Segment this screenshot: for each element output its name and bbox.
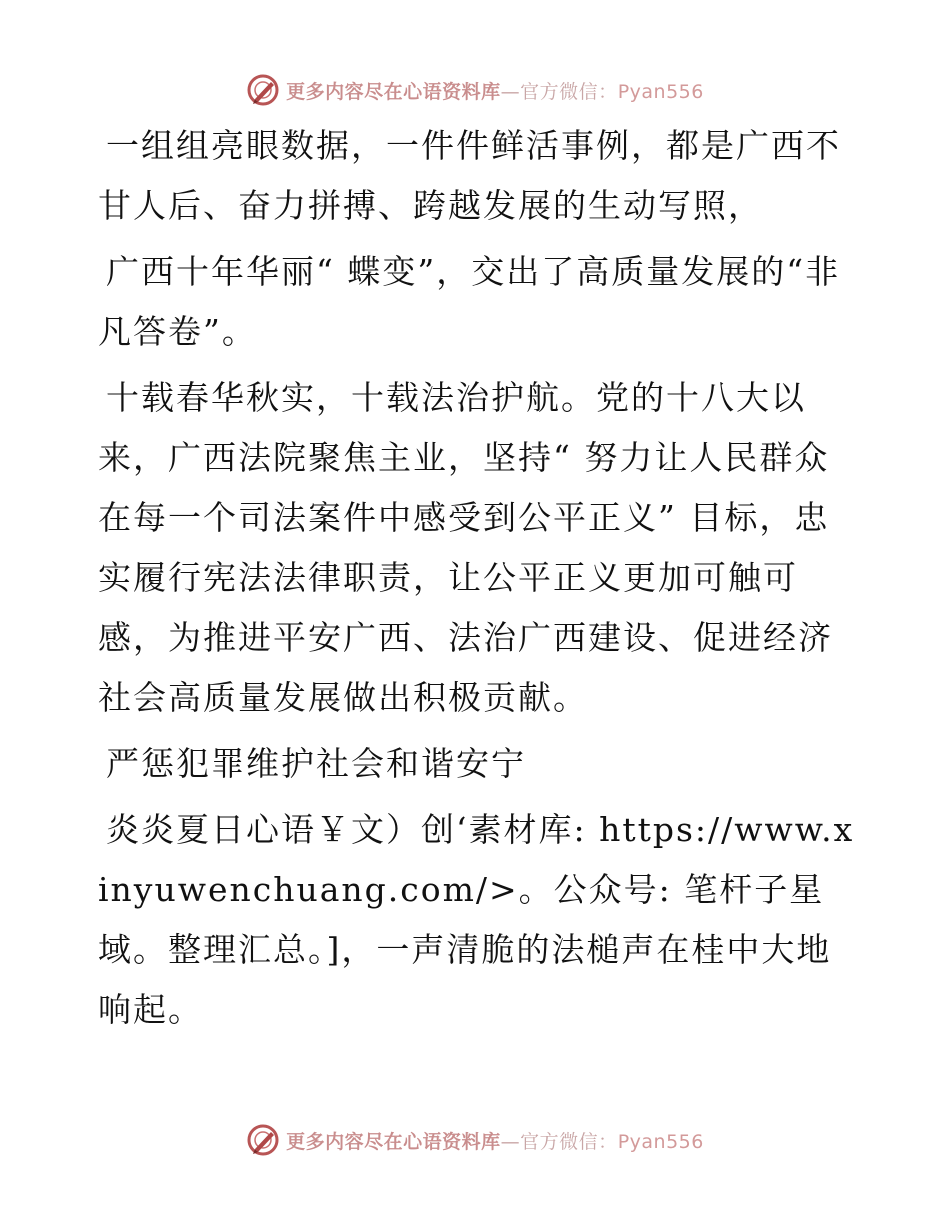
watermark-wechat-label: 官方微信： xyxy=(520,1130,618,1153)
paragraph-3: 十载春华秋实，十载法治护航。党的十八大以来，广西法院聚焦主业，坚持“ 努力让人民群众在每一个司法案件中感受到公平正义” 目标，忠实履行宪法法律职责，让公平正义更加可触可感，为推进平安广西、法治广西建设、促进经济社会高质量发展做出积极贡献。 xyxy=(98,378,833,717)
pen-logo-icon xyxy=(246,73,280,107)
document-body xyxy=(98,116,858,1046)
footer-watermark xyxy=(0,1120,950,1160)
header-watermark xyxy=(0,70,950,110)
watermark-text xyxy=(286,77,704,104)
section-heading: 严惩犯罪维护社会和谐安宁 xyxy=(106,744,526,783)
watermark-text xyxy=(286,1127,704,1154)
paragraph-2: 广西十年华丽“ 蝶变”，交出了高质量发展的“非凡答卷”。 xyxy=(98,252,841,351)
watermark-wechat-id: Pyan556 xyxy=(617,80,704,103)
watermark-brand: 更多内容尽在心语资料库 xyxy=(286,1130,501,1153)
pen-logo-icon xyxy=(246,1123,280,1157)
watermark-wechat-id: Pyan556 xyxy=(617,1130,704,1153)
watermark-dash: — xyxy=(500,1130,521,1153)
watermark-dash: — xyxy=(500,80,521,103)
paragraph-1: 一组组亮眼数据，一件件鲜活事例，都是广西不甘人后、奋力拼搏、跨越发展的生动写照， xyxy=(98,126,841,225)
watermark-wechat-label: 官方微信： xyxy=(520,80,618,103)
paragraph-4: 炎炎夏日心语￥文）创‘素材库: https://www.xinyuwenchuang.com/>。公众号: 笔杆子星域。整理汇总。]，一声清脆的法槌声在桂中大地响起。 xyxy=(98,810,855,1029)
watermark-brand: 更多内容尽在心语资料库 xyxy=(286,80,501,103)
